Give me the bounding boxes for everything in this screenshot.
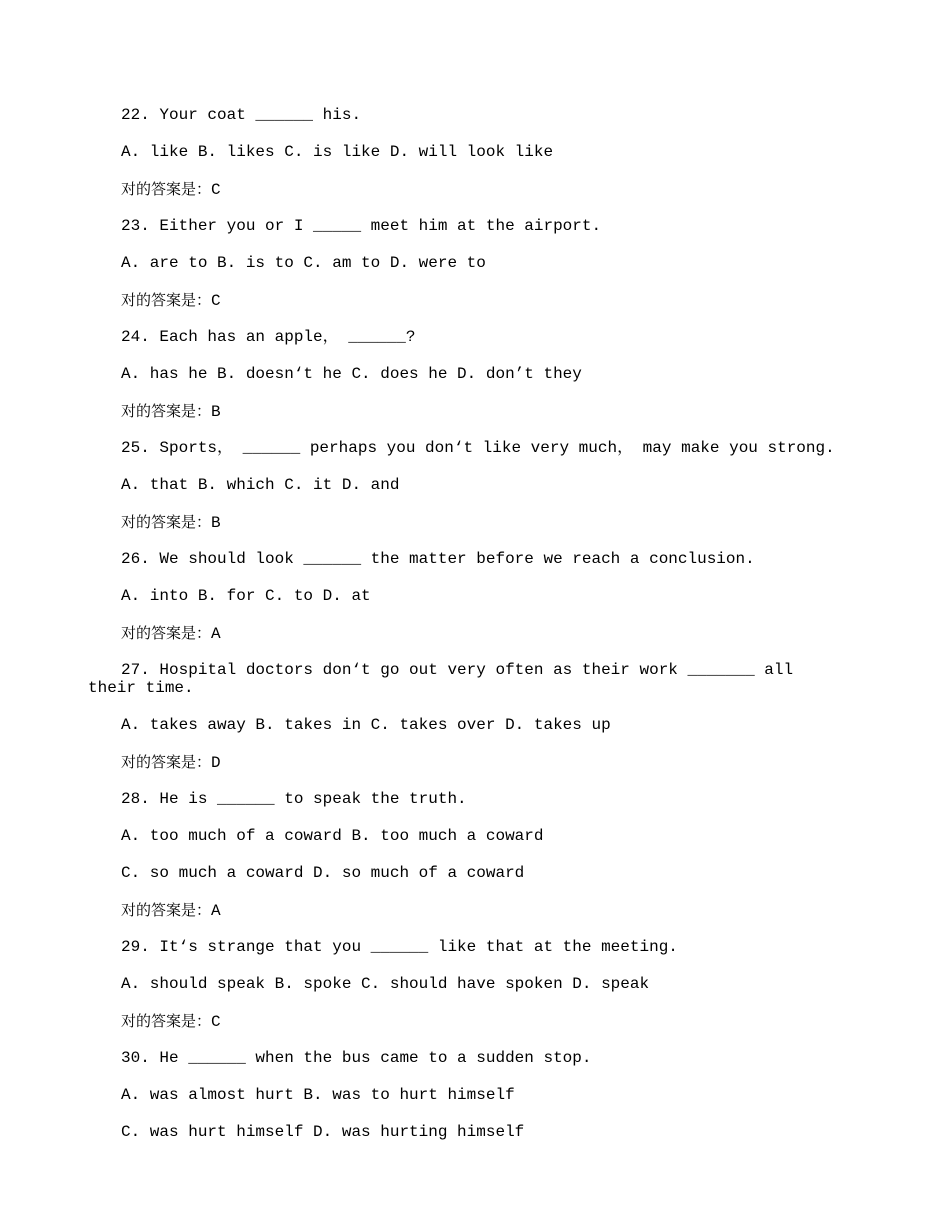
question-22-stem: 22. Your coat ______ his.: [121, 106, 362, 124]
question-30-options-line-1: A. was almost hurt B. was to hurt himself: [121, 1086, 515, 1104]
question-26-answer: [121, 624, 221, 643]
question-23-stem: 23. Either you or I _____ meet him at the airport.: [121, 217, 602, 235]
question-23-options: A. are to B. is to C. am to D. were to: [121, 254, 486, 272]
answer-label: 对的答案是：: [121, 402, 212, 420]
answer-letter: C: [211, 292, 221, 310]
question-25-stem: 25. Sports， ______ perhaps you don‘t like very much， may make you strong.: [121, 439, 835, 457]
answer-letter: B: [211, 514, 221, 532]
question-25-options: A. that B. which C. it D. and: [121, 476, 400, 494]
question-23-answer: [121, 291, 221, 310]
question-29-options: A. should speak B. spoke C. should have spoken D. speak: [121, 975, 650, 993]
answer-label: 对的答案是：: [121, 1012, 212, 1030]
question-28-options-line-1: A. too much of a coward B. too much a coward: [121, 827, 544, 845]
question-24-options: A. has he B. doesn‘t he C. does he D. don’t they: [121, 365, 582, 383]
answer-label: 对的答案是：: [121, 513, 212, 531]
question-30-options-line-2: C. was hurt himself D. was hurting himself: [121, 1123, 525, 1141]
answer-label: 对的答案是：: [121, 180, 212, 198]
question-27-options: A. takes away B. takes in C. takes over D. takes up: [121, 716, 611, 734]
answer-label: 对的答案是：: [121, 901, 212, 919]
question-24-stem: 24. Each has an apple， ______?: [121, 328, 416, 346]
answer-letter: A: [211, 625, 221, 643]
answer-label: 对的答案是：: [121, 624, 212, 642]
question-29-stem: 29. It‘s strange that you ______ like that at the meeting.: [121, 938, 678, 956]
question-28-stem: 28. He is ______ to speak the truth.: [121, 790, 467, 808]
question-30-stem: 30. He ______ when the bus came to a sudden stop.: [121, 1049, 592, 1067]
question-24-answer: [121, 402, 221, 421]
answer-letter: B: [211, 403, 221, 421]
question-27-stem: 27. Hospital doctors don‘t go out very often as their work _______ all their time.: [88, 661, 794, 697]
question-27-answer: [121, 753, 221, 772]
answer-letter: C: [211, 1013, 221, 1031]
question-29-answer: [121, 1012, 221, 1031]
question-28-options-line-2: C. so much a coward D. so much of a coward: [121, 864, 525, 882]
question-25-answer: [121, 513, 221, 532]
answer-label: 对的答案是：: [121, 291, 212, 309]
question-28-answer: [121, 901, 221, 920]
question-22-answer: [121, 180, 221, 199]
answer-letter: C: [211, 181, 221, 199]
question-22-options: A. like B. likes C. is like D. will look like: [121, 143, 554, 161]
answer-letter: D: [211, 754, 221, 772]
question-26-options: A. into B. for C. to D. at: [121, 587, 371, 605]
question-26-stem: 26. We should look ______ the matter before we reach a conclusion.: [121, 550, 755, 568]
answer-label: 对的答案是：: [121, 753, 212, 771]
answer-letter: A: [211, 902, 221, 920]
